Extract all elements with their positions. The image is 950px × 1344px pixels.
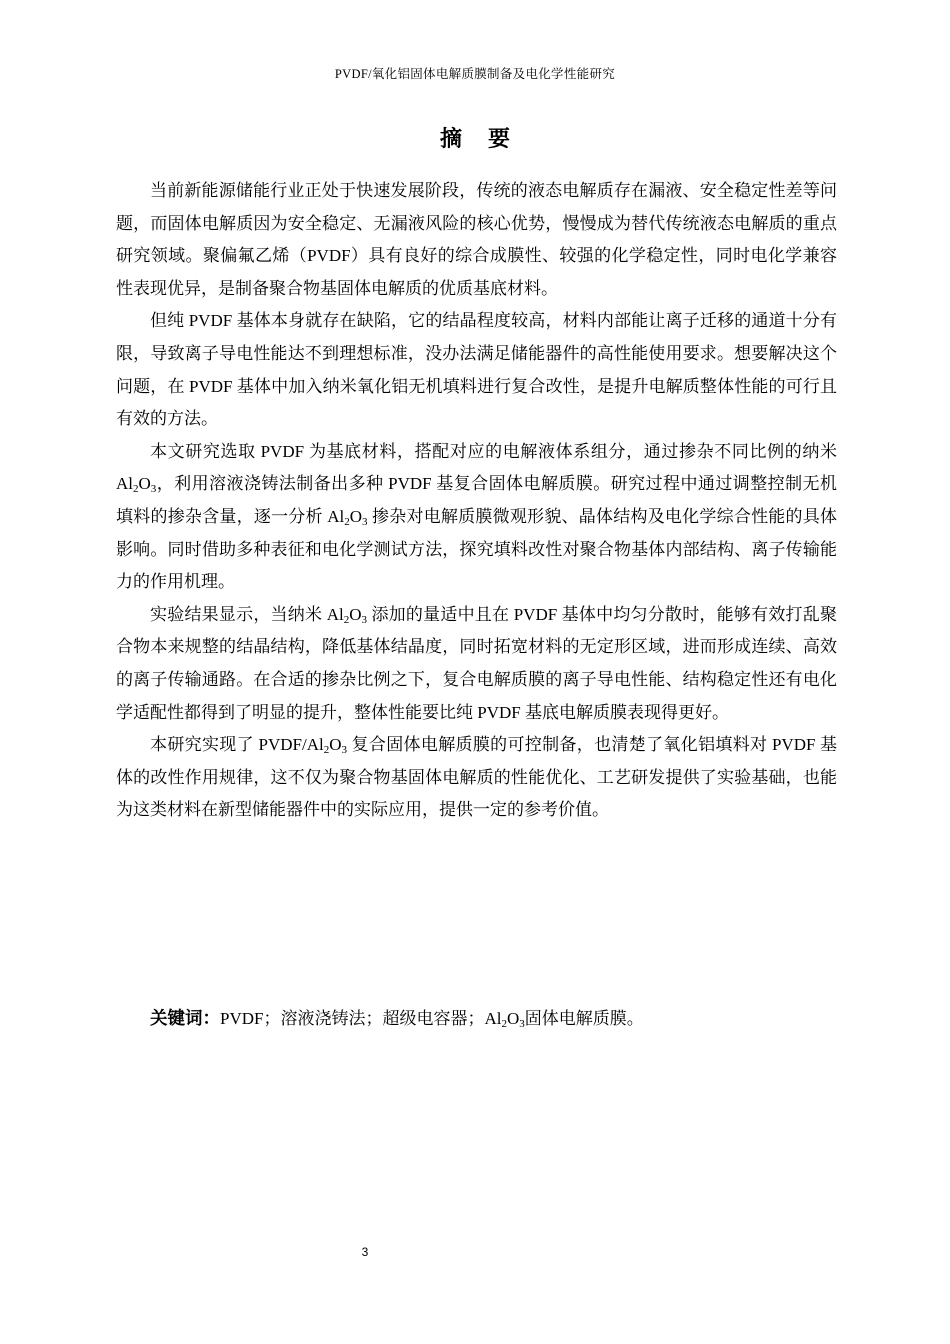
keywords-line [150, 1003, 850, 1035]
subscript-2: 2 [133, 483, 139, 496]
subscript-2: 2 [343, 613, 350, 626]
paragraph-text: ，利用溶液浇铸法制备出多种 PVDF 基复合固体电解质膜。研究过程中通过调整控制无机填料的掺杂含量，逐一分析 Al [116, 474, 837, 526]
subscript-3: 3 [362, 515, 368, 528]
paragraph-text: 添加的量适中且在 PVDF 基体中均匀分散时，能够有效打乱聚合物本来规整的结晶结构，降低基体结晶度，同时拓宽材料的无定形区域，进而形成连续、高效的离子传输通路。在合适的掺杂比例之下，复合电解质膜的离子导电性能、结构稳定性还有电化学适配性都得到了明显的提升，整体性能要比纯 PVDF 基底电解质膜表现得更好。 [116, 604, 837, 722]
page-number: 3 [361, 1245, 369, 1259]
chem-o: O [349, 506, 363, 526]
keywords-text: 固体电解质膜。 [524, 1009, 644, 1028]
chem-o: O [506, 1009, 520, 1028]
paragraph-text: 实验结果显示，当纳米 Al [150, 604, 344, 624]
abstract-body [116, 175, 837, 827]
abstract-paragraph-5 [116, 729, 837, 827]
subscript-2: 2 [501, 1018, 507, 1030]
running-header: PVDF/氧化铝固体电解质膜制备及电化学性能研究 [334, 67, 616, 81]
abstract-paragraph-2: 但纯 PVDF 基体本身就存在缺陷，它的结晶程度较高，材料内部能让离子迁移的通道十分有限，导致离子导电性能达不到理想标准，没办法满足储能器件的高性能使用要求。想要解决这个问题，在 PVDF 基体中加入纳米氧化铝无机填料进行复合改性，是提升电解质整体性能的可行且有效的方法。 [116, 311, 837, 429]
subscript-3: 3 [361, 613, 367, 626]
subscript-3: 3 [150, 483, 157, 496]
paragraph-text: 复合固体电解质膜的可控制备，也清楚了氧化铝填料对 PVDF 基体的改性作用规律，这不仅为聚合物基固体电解质的性能优化、工艺研发提供了实验基础，也能为这类材料在新型储能器件中的实际应用，提供一定的参考价值。 [116, 735, 837, 820]
subscript-3: 3 [341, 744, 347, 757]
keywords-text: PVDF；溶液浇铸法；超级电容器；Al [220, 1009, 502, 1028]
chem-o: O [349, 604, 362, 624]
chem-o: O [329, 735, 342, 755]
abstract-paragraph-4 [116, 599, 837, 729]
abstract-paragraph-1: 当前新能源储能行业正处于快速发展阶段，传统的液态电解质存在漏液、安全稳定性差等问题，而固体电解质因为安全稳定、无漏液风险的核心优势，慢慢成为替代传统液态电解质的重点研究领域。聚偏氟乙烯（PVDF）具有良好的综合成膜性、较强的化学稳定性，同时电化学兼容性表现优异，是制备聚合物基固体电解质的优质基底材料。 [116, 181, 837, 298]
subscript-2: 2 [344, 515, 350, 528]
abstract-title: 摘要 [439, 127, 536, 152]
paragraph-text: 掺杂对电解质膜微观形貌、晶体结构及电化学综合性能的具体影响。同时借助多种表征和电化学测试方法，探究填料改性对聚合物基体内部结构、离子传输能力的作用机理。 [116, 506, 838, 592]
paragraph-text: 本文研究选取 PVDF 为基底材料，搭配对应的电解液体系组分，通过掺杂不同比例的纳米 Al [116, 441, 837, 494]
abstract-paragraph-3 [116, 436, 837, 599]
subscript-3: 3 [519, 1018, 525, 1030]
keywords-label: 关键词： [150, 1009, 220, 1029]
subscript-2: 2 [323, 744, 330, 757]
paragraph-text: 本研究实现了 PVDF/Al [150, 735, 324, 755]
chem-o: O [138, 474, 151, 494]
